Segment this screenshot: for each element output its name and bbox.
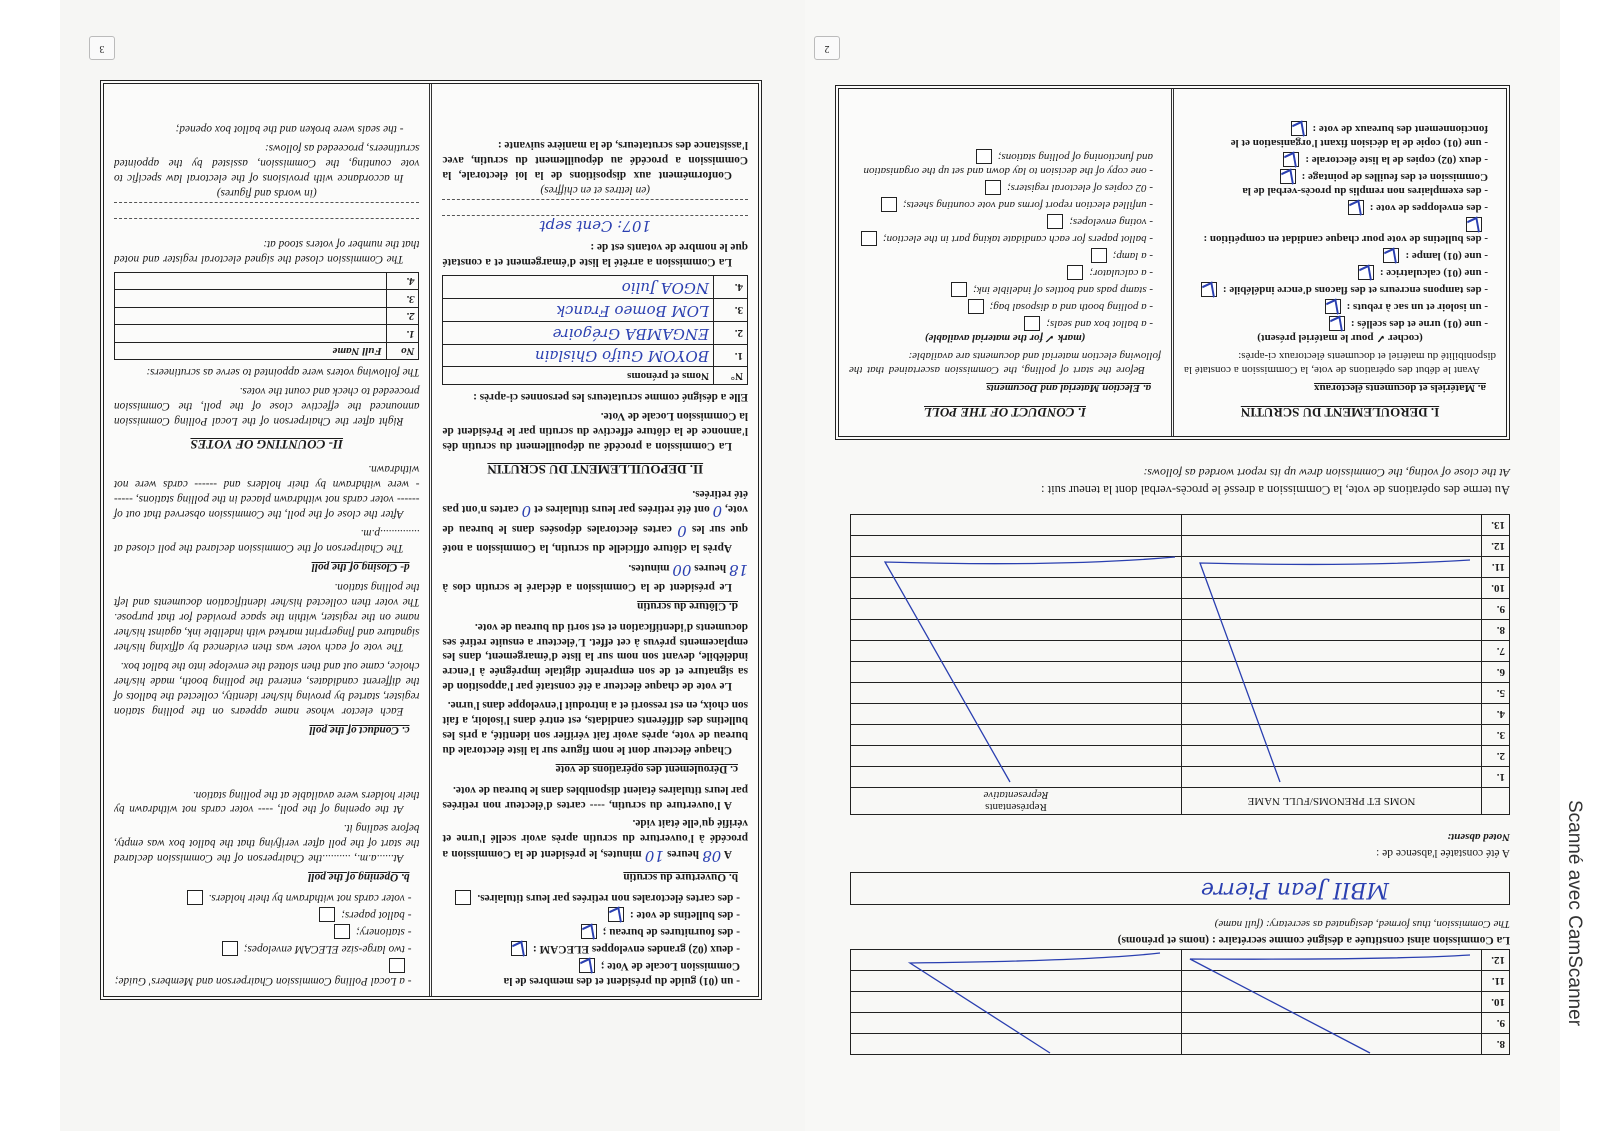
checklist-label: - voter cards not withdrawn by their holders.: [208, 892, 412, 904]
checklist-item: [1184, 121, 1496, 150]
checklist-label: - un (01) guide du président et des membres de la Commission Locale de Vote ;: [503, 960, 740, 987]
checklist-item: [1184, 248, 1496, 263]
section-heading: I. CONDUCT OF THE POLL: [924, 405, 1086, 420]
row-number: 6.: [1482, 661, 1510, 682]
checklist-item: [443, 924, 749, 939]
checklist-label: - a ballot box and seals;: [1046, 318, 1153, 331]
instruction: (cocher ✓ pour le matériel présent): [1257, 332, 1423, 345]
row-number: 5.: [1482, 682, 1510, 703]
section-title: a. Matériels et documents électoraux: [1314, 382, 1486, 395]
checklist-label: - un isoloir et un sac à rebuts :: [1346, 301, 1488, 314]
checklist-item: [849, 180, 1161, 195]
paragraph: [443, 816, 749, 866]
row-number: 8.: [1482, 619, 1510, 640]
checklist-item: [849, 231, 1161, 246]
table-row: [115, 272, 420, 290]
checklist-item: [849, 197, 1161, 212]
paragraph: La Commission a procédé au dépouillement du scrutin dès l'annonce de la clôture effective du scrutin par le Président de la Commission Locale de Vote.: [442, 409, 748, 452]
checklist-label: - a Local Polling Commission Chairperson and Members' Guide;: [114, 975, 412, 987]
checklist-item: [849, 265, 1161, 280]
checklist-item: [114, 907, 420, 922]
checklist-item: [1184, 200, 1496, 215]
checklist-label: - des fournitures de bureau ;: [602, 926, 740, 938]
checkbox[interactable]: [511, 941, 527, 956]
checklist-item: [849, 248, 1161, 263]
row-number: 2.: [714, 321, 748, 344]
checklist-label: - des exemplaires non remplis du procès-verbal de la Commission et des feuilles de pointage :: [1242, 170, 1488, 197]
text: cartes n'ont pas été retirées.: [442, 487, 748, 516]
table-row: [115, 290, 420, 308]
withdrawn-count: 0: [712, 502, 723, 521]
col-header: Noms et prénoms: [443, 367, 714, 385]
section-title: b. Ouverture du scrutin: [623, 871, 738, 884]
secretary-name: MBII Jean Pierre: [850, 872, 1510, 905]
checkbox[interactable]: [1466, 217, 1482, 232]
col-header: Full Name: [115, 342, 387, 360]
paragraph: Before the start of polling, the Commission ascertained that the following election material and documents are available:: [849, 350, 1161, 377]
report-intro-fr: Au terme des opérations de vote, la Commission a dressé le procès-verbal dont la teneur suit :: [1041, 483, 1510, 497]
checklist-item: [849, 149, 1161, 178]
dotted-line: [114, 202, 420, 216]
table-row: [115, 307, 420, 325]
text: minutes.: [628, 561, 673, 574]
checklist-label: - unfilled election report forms and vote counting sheets;: [902, 199, 1153, 212]
paragraph: Le vote de chaque électeur a été constaté par l'apposition de sa signature et de son empreinte digitale imprégnée à l'encre indélébile, devant son nom sur la liste d'émargement, dans les emplacements prévus à cet effet. L'électeur a ensuite retiré ses documents d'identification et est sorti du bureau de vote.: [442, 620, 748, 693]
row-number: 9.: [1482, 1013, 1510, 1034]
row-number: 9.: [1482, 598, 1510, 619]
checklist-item: [443, 907, 749, 922]
strike-lines: [850, 515, 1510, 785]
material-list: [443, 890, 749, 988]
checkbox[interactable]: [1047, 214, 1063, 229]
checkbox[interactable]: [608, 907, 624, 922]
checkbox[interactable]: [951, 282, 967, 297]
section-title: b. Opening of the poll: [308, 871, 410, 884]
french-column: [1174, 89, 1506, 436]
checklist-label: - une (01) lampe :: [1405, 250, 1488, 263]
checkbox[interactable]: [1091, 248, 1107, 263]
paragraph: - the seals were broken and the ballot box opened;: [175, 123, 404, 136]
text: Après la clôture officielle du scrutin, la Commission a noté que sur les: [442, 523, 748, 555]
paragraph: Chaque électeur dont le nom figure sur la liste électorale du bureau de vote, après avoir fait vérifier son identité, a pris les bulletins des différents candidats, est entré dans l'isoloir, a fait son choix, en est ressorti et a introduit l'enveloppe dans l'urne.: [442, 699, 748, 756]
checklist-item: [114, 890, 420, 905]
checklist-label: - des bulletins de vote :: [629, 909, 740, 921]
row-number: 12.: [1482, 535, 1510, 556]
checklist-item: [1184, 169, 1496, 198]
paragraph: [443, 486, 749, 555]
checkbox[interactable]: [1325, 299, 1341, 314]
section-heading: II. DEPOUILLEMENT DU SCRUTIN: [487, 461, 704, 477]
camscanner-watermark: Scanné avec CamScanner: [1564, 800, 1585, 1027]
checklist-item: [443, 958, 749, 988]
section-title: c. Conduct of the poll: [309, 723, 410, 736]
row-number: 2.: [1482, 745, 1510, 766]
paragraph: At the opening of the poll, ---- voter cards not withdrawn by their holders were available at the polling station.: [114, 788, 420, 816]
checklist-label: - deux (02) copies de la liste électorale :: [1305, 153, 1488, 166]
paragraph: In accordance with provisions of the electoral law specific to vote counting, the Commission, assisted by the appointed scrutineers, proceeded as follows:: [114, 142, 420, 185]
checklist-label: - des enveloppes de vote :: [1369, 201, 1488, 214]
checklist-label: - des bulletins de vote pour chaque candidat en compétition :: [1203, 233, 1488, 246]
cell: [115, 307, 387, 325]
paragraph: Avant le début des opérations de vote, la Commission a constaté la disponibilité du matériel et documents électoraux ci-après:: [1184, 350, 1496, 377]
text: heures: [691, 561, 729, 574]
checklist-item: [1184, 217, 1496, 246]
checkbox[interactable]: [1283, 152, 1299, 167]
row-number: 3.: [386, 290, 419, 308]
secretary-label-fr: La Commission ainsi constituée a désigné comme secrétaire : (noms et prénoms): [1117, 934, 1510, 946]
checklist-label: - a calculator;: [1089, 267, 1153, 280]
paragraph: The Chairperson of the Commission declared the poll closed at ..............p.m.: [114, 526, 420, 554]
row-number: 3.: [1482, 724, 1510, 745]
row-number: 7.: [1482, 640, 1510, 661]
checklist-label: - one copy of the decision to lay down and set up the organisation and functioning of polling stations;: [863, 150, 1153, 178]
paragraph: [443, 559, 749, 594]
english-column: [104, 84, 433, 996]
checklist-item: [1184, 282, 1496, 297]
english-column: [839, 89, 1174, 436]
checklist-item: [849, 282, 1161, 297]
checklist-item: [1184, 299, 1496, 314]
opening-minutes: 10: [644, 847, 664, 866]
text: ont été retirées par leurs titulaires et: [531, 503, 713, 516]
scrutineer-name: NGOA Julio: [443, 276, 714, 299]
cell: [115, 325, 387, 343]
scrutineer-name: ENGAMBA Grégoire: [443, 321, 714, 344]
page-3: [60, 0, 805, 1131]
checkbox[interactable]: [1280, 169, 1296, 184]
checkbox[interactable]: [1201, 282, 1217, 297]
checklist-item: [1184, 152, 1496, 167]
section-title: d- Closing of the poll: [311, 560, 410, 573]
checkbox[interactable]: [187, 890, 203, 905]
checklist-label: - two large-size ELECAM envelopes;: [243, 943, 412, 955]
checklist-label: - stamp pads and bottles of indelible ink;: [973, 284, 1153, 297]
not-withdrawn-count: 0: [521, 502, 532, 521]
row-number: 11.: [1482, 556, 1510, 577]
representatives-table: [850, 514, 1510, 815]
paragraph: Each elector whose name appears on the polling station register, started by proving his/her identity, collected the ballots of the different candidates, entered the polling booth, made his/her choice, came out and then slotted the envelope into the ballot box.: [114, 660, 420, 717]
checkbox[interactable]: [334, 924, 350, 939]
checkbox[interactable]: [1067, 265, 1083, 280]
checklist-item: [849, 214, 1161, 229]
page-number: 3: [89, 36, 115, 60]
row-number: 1.: [386, 325, 419, 343]
paragraph: After the close of the poll, the Commission observed that out of ------ voter cards not withdrawn placed in the polling stations, ------ were withdrawn by their holders and ------ cards were not withdrawn.: [114, 463, 420, 520]
material-list: [1184, 121, 1496, 331]
voters-count: 107: Cent sept: [443, 215, 749, 236]
paragraph: The Commission closed the signed electoral register and noted that the number of voters stood at:: [114, 237, 420, 265]
scrutineer-name: BOYOM Guifo Ghislain: [443, 344, 714, 367]
checkbox[interactable]: [1384, 248, 1400, 263]
paragraph: La Commission a arrêté la liste d'émargement et a constaté que le nombre de votants est de :: [442, 241, 748, 269]
paragraph: Conformément aux dispositions de la loi électorale, la Commission a procédé au dépouillement du scrutin, avec l'assistance des scrutateurs, de la manière suivante :: [442, 138, 748, 181]
checklist-item: [114, 958, 420, 988]
material-list: [849, 149, 1161, 331]
checkbox[interactable]: [1348, 200, 1364, 215]
text: Le président de la Commission a déclaré le scrutin clos à: [442, 580, 732, 593]
hint: (in words and figures): [216, 187, 317, 200]
page-2: [805, 0, 1560, 1131]
checklist-item: [443, 890, 749, 905]
checkbox[interactable]: [861, 231, 877, 246]
row-number: 2.: [386, 307, 419, 325]
row-number: 1.: [1482, 766, 1510, 787]
col-header: No: [386, 342, 419, 360]
checkbox[interactable]: [319, 907, 335, 922]
paragraph: A l'ouverture du scrutin, ---- cartes d'électeur non retirées par leurs titulaires étaient disponibles dans le bureau de vote.: [442, 783, 748, 811]
row-number: 3.: [714, 299, 748, 322]
col-header: [1482, 787, 1510, 814]
cards-count: 0: [677, 522, 687, 541]
strike-lines: [850, 950, 1510, 1055]
section-title: a. Election Material and Documents: [986, 382, 1151, 395]
checkbox[interactable]: [1291, 121, 1307, 136]
checklist-label: - a lamp;: [1112, 250, 1153, 263]
material-list: [114, 890, 420, 988]
scrutineers-table: [443, 275, 749, 385]
checklist-label: - stationery;: [355, 926, 412, 938]
checkbox[interactable]: [985, 180, 1001, 195]
page-number: 2: [814, 36, 840, 60]
checklist-item: [443, 941, 749, 956]
text: heures: [663, 848, 703, 861]
checklist-label: - des cartes électorales non retirées par leurs titulaires.: [477, 892, 740, 904]
table-row: [443, 276, 748, 299]
row-number: 10.: [1482, 992, 1510, 1013]
text: Representative: [983, 788, 1049, 801]
dotted-line: [114, 218, 420, 232]
paragraph: The vote of each voter was then evidenced by affixing his/her signature and fingerprint marked with indelible ink, against his/her name on the register, within the space provided for that purpose. The voter then collected his/her identification documents and left the polling station.: [114, 581, 420, 654]
secretary-label-en: The Commission, thus formed, designated as secretary: (full name): [1214, 918, 1510, 930]
row-number: 11.: [1482, 971, 1510, 992]
table-row: [443, 299, 748, 322]
row-number: 10.: [1482, 577, 1510, 598]
checklist-item: [1184, 265, 1496, 280]
members-table-continued: [850, 949, 1510, 1055]
checklist-item: [849, 299, 1161, 314]
section-heading: II- COUNTING OF VOTES: [190, 437, 344, 453]
closing-minutes: 00: [672, 560, 692, 579]
checklist-item: [114, 941, 420, 956]
hint: (en lettres et en chiffres): [540, 183, 651, 196]
checklist-label: - une (01) urne et des scellés :: [1350, 318, 1488, 331]
report-intro-en: At the close of voting, the Commission drew up its report worded as follows:: [1143, 466, 1510, 480]
closing-hour: 18: [728, 560, 748, 579]
table-row: [443, 321, 748, 344]
col-header: N°: [714, 367, 748, 385]
cell: [115, 290, 387, 308]
row-number: 8.: [1482, 1034, 1510, 1055]
checkbox[interactable]: [1024, 316, 1040, 331]
checkbox[interactable]: [1329, 316, 1345, 331]
absence-label-en: Noted absent:: [1447, 831, 1510, 843]
text: minutes, le président de la Commission a procédé à l'ouverture du scrutin après avoir scellé l'urne et vérifié qu'elle était vide.: [442, 817, 748, 861]
instruction: (mark ✓ for the material available): [924, 332, 1086, 345]
section-heading: I. DEROULEMENT DU SCRUTIN: [1240, 405, 1440, 420]
dotted-line: [443, 199, 749, 213]
checklist-label: - 02 copies of electoral registers;: [1007, 182, 1153, 195]
cell: [115, 272, 387, 290]
paragraph: At......a.m., ..........the Chairperson of the Commission declared the start of the poll after verifying that the ballot box was empty, before sealing it.: [114, 822, 420, 865]
opening-hour: 08: [702, 847, 722, 866]
checkbox[interactable]: [881, 197, 897, 212]
checklist-item: [114, 924, 420, 939]
checkbox[interactable]: [581, 924, 597, 939]
form-box: [835, 85, 1510, 440]
text: A: [721, 848, 732, 861]
row-number: 4.: [714, 276, 748, 299]
checklist-label: - ballot papers for each candidate taking part in the election;: [882, 233, 1153, 246]
row-number: 1.: [714, 344, 748, 367]
checklist-label: - voting envelopes;: [1069, 216, 1153, 229]
table-row: [443, 344, 748, 367]
paragraph: Elle a désigné comme scrutateurs les personnes ci-après :: [473, 390, 748, 403]
row-number: 12.: [1482, 950, 1510, 971]
checklist-label: - une (01) copie de la décision fixant l'organisation et le fonctionnement des bureaux de vote :: [1230, 122, 1488, 149]
checklist-item: [849, 316, 1161, 331]
section-title: d. Clôture du scrutin: [637, 599, 738, 612]
checkbox[interactable]: [390, 958, 406, 973]
french-column: [433, 84, 759, 996]
col-header: NOMS ET PRENOMS/FULL NAME: [1182, 787, 1482, 814]
col-header: [851, 787, 1182, 814]
checklist-label: - une (01) calculatrice :: [1379, 267, 1488, 280]
table-row: [115, 325, 420, 343]
checklist-label: - des tampons encreurs et des flacons d'encre indélébile :: [1222, 284, 1488, 297]
checkbox[interactable]: [455, 890, 471, 905]
checkbox[interactable]: [579, 958, 595, 973]
checklist-item: [1184, 316, 1496, 331]
checkbox[interactable]: [222, 941, 238, 956]
text: Représentants: [985, 801, 1047, 813]
checklist-label: - deux (02) grandes enveloppes ELECAM :: [532, 943, 740, 955]
row-number: 13.: [1482, 514, 1510, 535]
paragraph: The following voters were appointed to serve as scrutineers:: [146, 366, 420, 379]
paragraph: Right after the Chairperson of the Local Polling Commission announced the effective close of the poll, the Commission proceeded to check and count the votes.: [114, 385, 420, 428]
scrutineer-name: LOM Bomeo Franck: [443, 299, 714, 322]
checkbox[interactable]: [1358, 265, 1374, 280]
checklist-label: - a polling booth and a disposal bag;: [989, 301, 1153, 314]
row-number: 4.: [386, 272, 419, 290]
checklist-label: - ballot papers;: [341, 909, 412, 921]
form-box: [100, 80, 762, 1000]
section-title: c. Déroulement des opérations de vote: [555, 762, 738, 775]
text: cartes électorales déposées dans le bureau de vote,: [442, 503, 748, 536]
checkbox[interactable]: [976, 149, 992, 164]
absence-label-fr: A été constatée l'absence de :: [1376, 847, 1510, 859]
row-number: 4.: [1482, 703, 1510, 724]
scrutineers-table: [114, 272, 420, 361]
checkbox[interactable]: [968, 299, 984, 314]
